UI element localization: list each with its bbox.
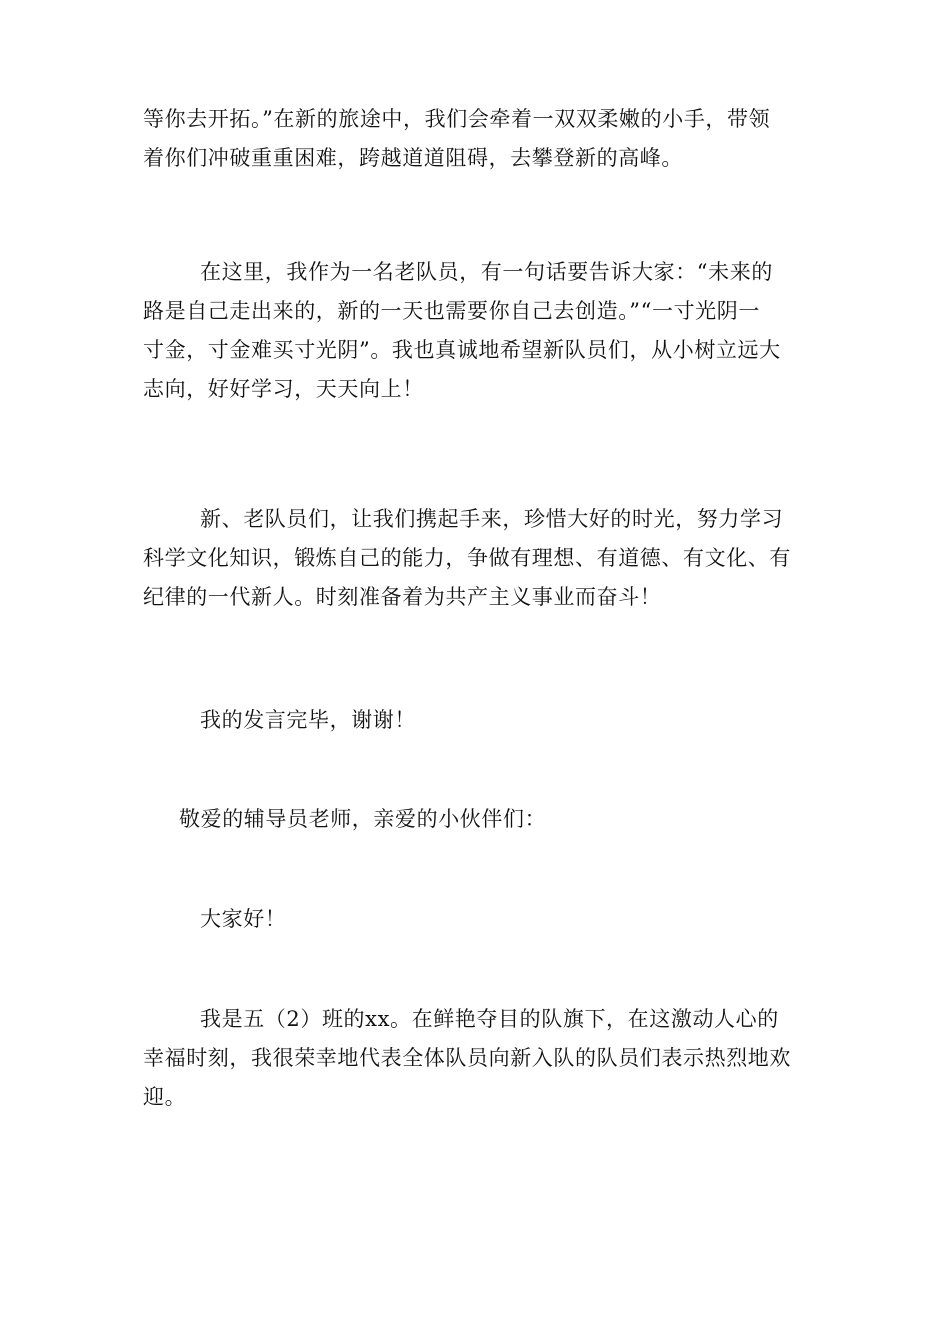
salutation-line: 敬爱的辅导员老师，亲爱的小伙伴们： xyxy=(179,807,547,831)
greeting-line: 大家好！ xyxy=(200,907,287,931)
paragraph-line: 新、老队员们，让我们携起手来，珍惜大好的时光，努力学习 xyxy=(200,507,784,531)
paragraph-line: 在这里，我作为一名老队员，有一句话要告诉大家：“未来的 xyxy=(200,260,773,284)
paragraph-line: 等你去开拓。”在新的旅途中，我们会牵着一双双柔嫩的小手，带领 xyxy=(143,107,771,131)
paragraph-5 xyxy=(143,800,546,839)
paragraph-1 xyxy=(143,100,770,178)
paragraph-line: 着你们冲破重重困难，跨越道道阻碍，去攀登新的高峰。 xyxy=(143,146,683,170)
paragraph-4 xyxy=(143,701,416,740)
paragraph-3 xyxy=(143,500,791,617)
paragraph-line: 路是自己走出来的，新的一天也需要你自己去创造。”“一寸光阴一 xyxy=(143,299,760,323)
paragraph-6 xyxy=(143,900,286,939)
paragraph-2 xyxy=(143,253,781,409)
paragraph-line: 幸福时刻，我很荣幸地代表全体队员向新入队的队员们表示热烈地欢 xyxy=(143,1046,791,1070)
paragraph-line: 寸金，寸金难买寸光阴”。我也真诚地希望新队员们，从小树立远大 xyxy=(143,338,781,362)
paragraph-7 xyxy=(143,1000,791,1117)
closing-line: 我的发言完毕，谢谢！ xyxy=(200,708,416,732)
paragraph-line: 纪律的一代新人。时刻准备着为共产主义事业而奋斗！ xyxy=(143,585,662,609)
paragraph-line: 科学文化知识，锻炼自己的能力，争做有理想、有道德、有文化、有 xyxy=(143,546,791,570)
paragraph-line: 志向，好好学习，天天向上！ xyxy=(143,377,424,401)
paragraph-line: 迎。 xyxy=(143,1085,187,1109)
paragraph-line: 我是五（2）班的xx。在鲜艳夺目的队旗下，在这激动人心的 xyxy=(200,1007,779,1031)
